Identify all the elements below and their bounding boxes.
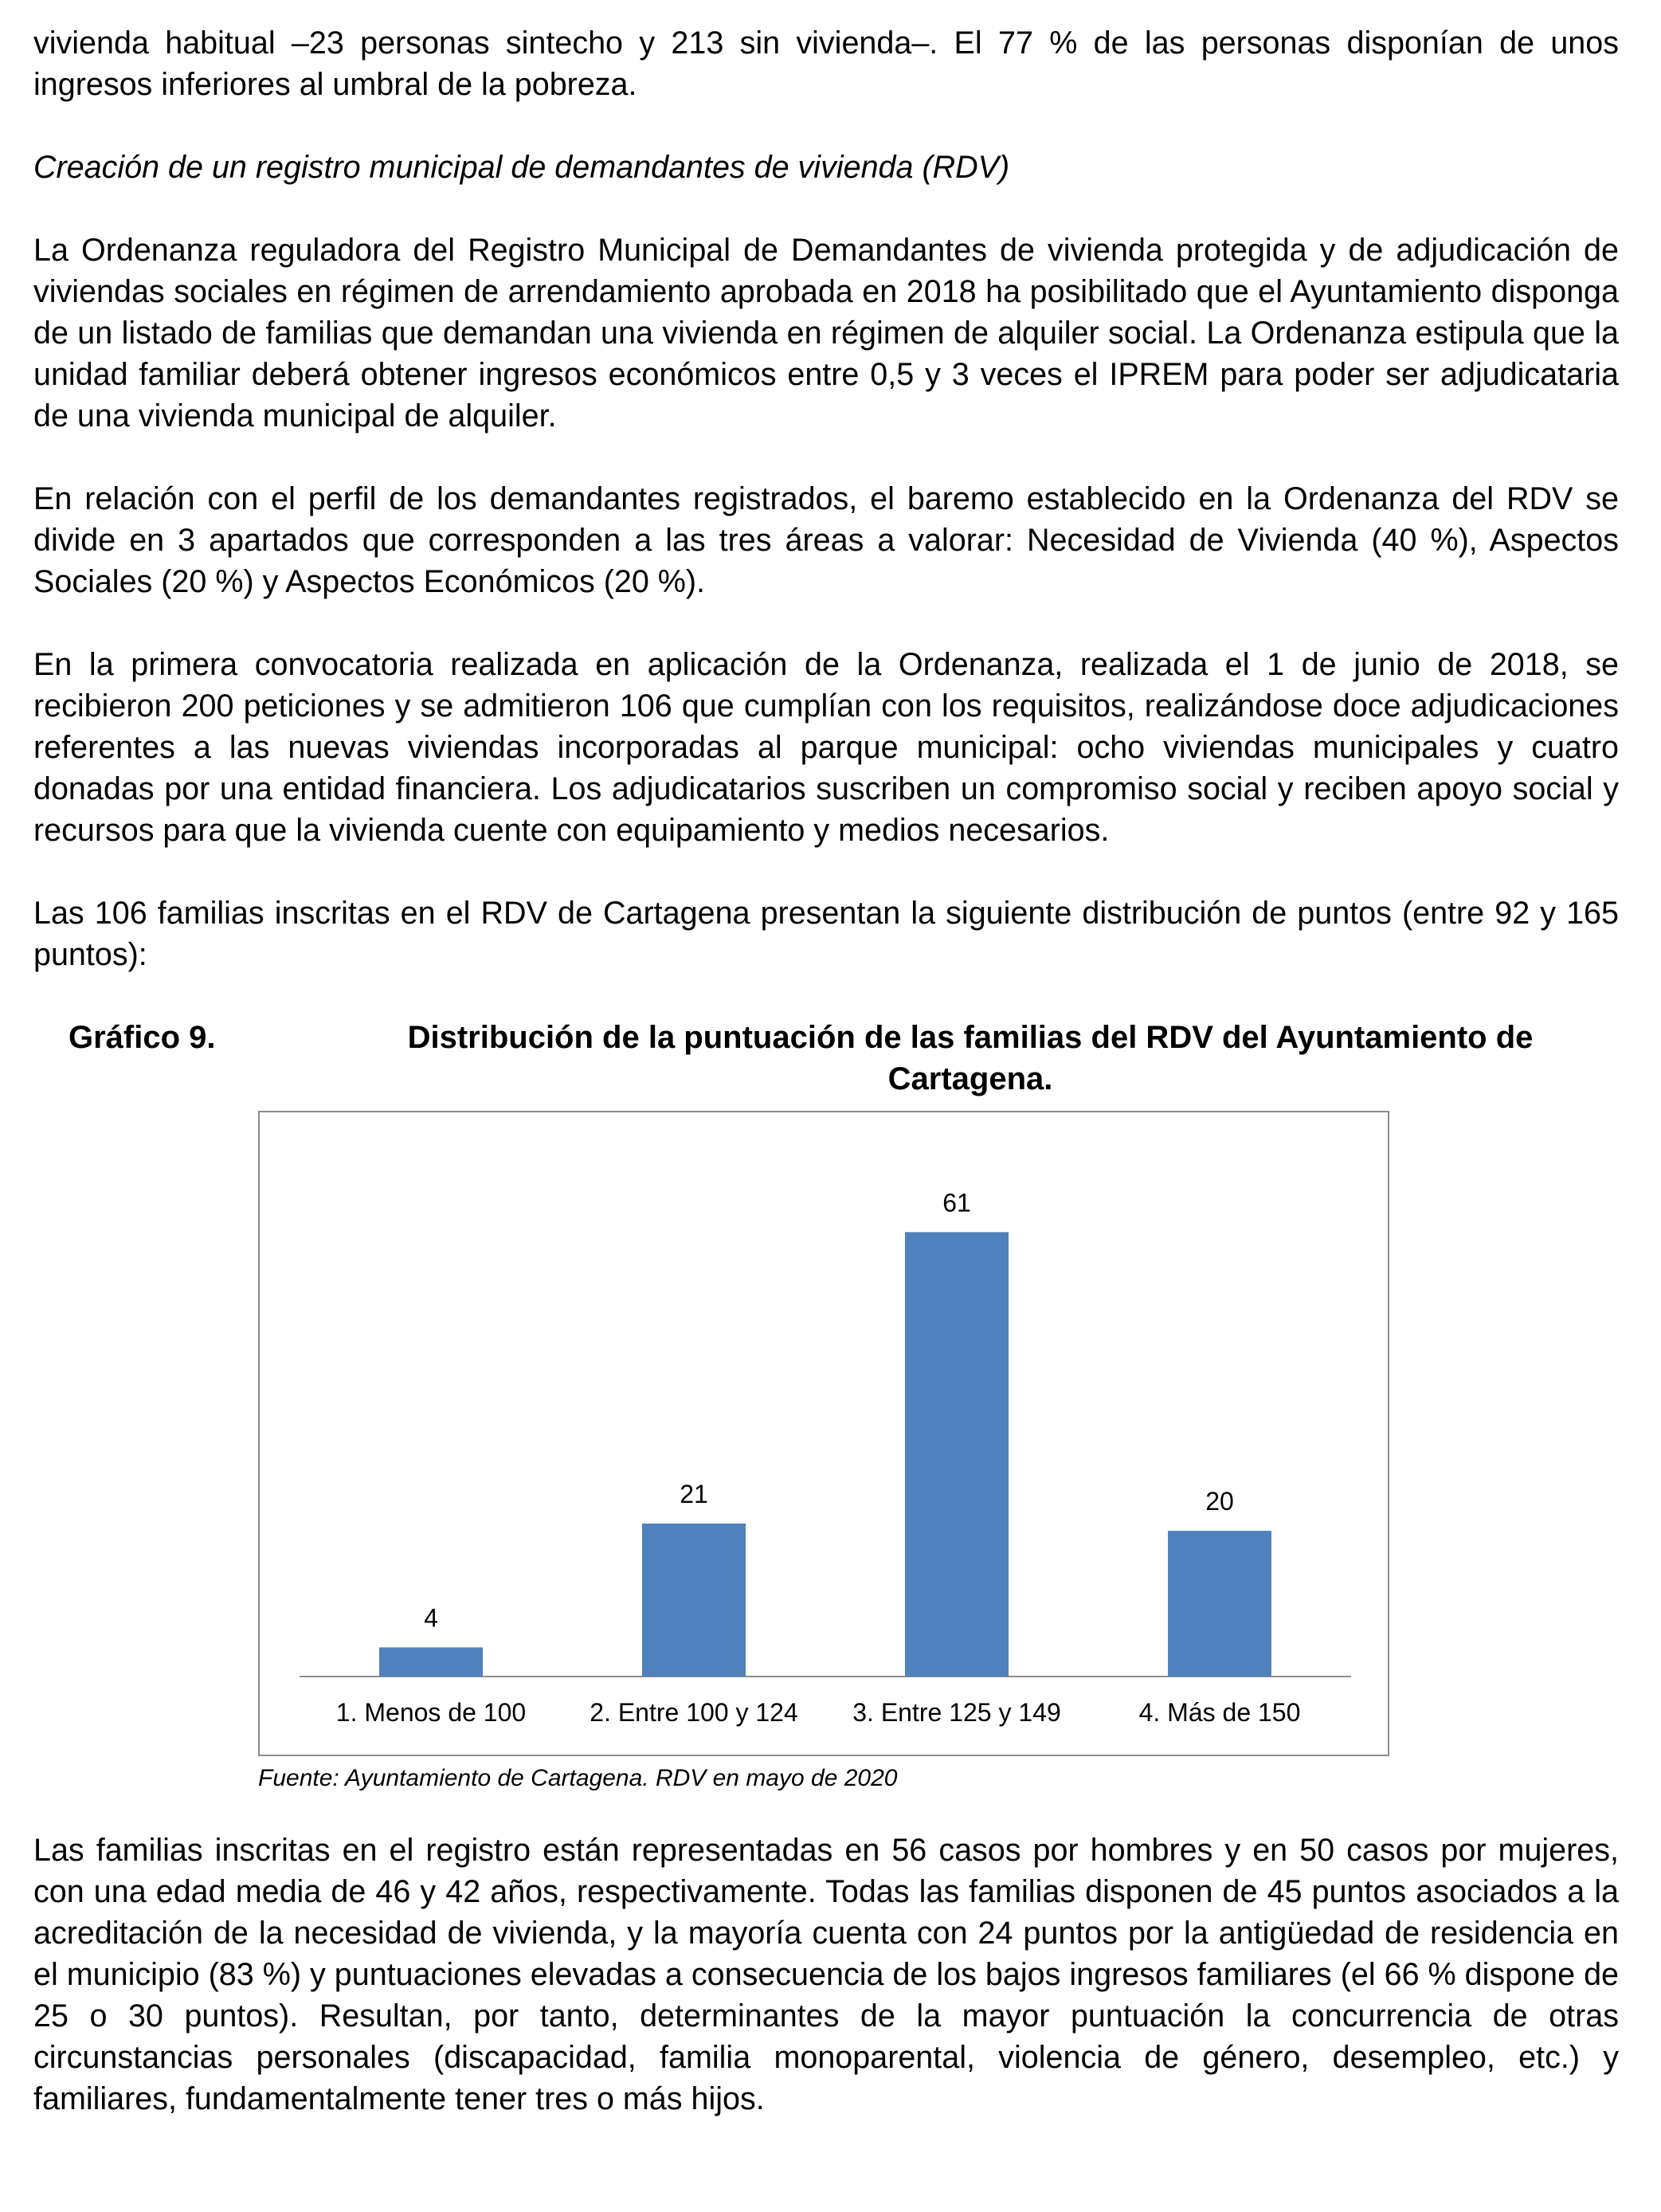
- paragraph-convocatoria: En la primera convocatoria realizada en aplicación de la Ordenanza, realizada el 1 de junio de 2018, se recibieron 200 peticiones y se admitieron 106 que cumplían con los requisitos, realizándose doce adjudicaciones referentes a las nuevas viviendas incorporadas al parque municipal: ocho viviendas municipales y cuatro donadas por una entidad financiera. Los adjudicatarios suscriben un compromiso social y reciben apoyo social y recursos para que la vivienda cuente con equipamiento y medios necesarios.: [33, 647, 1619, 848]
- document-page: [33, 22, 1619, 2120]
- data-label-1: 4: [424, 1603, 438, 1633]
- bar-2: [642, 1524, 746, 1677]
- x-tick-label-3: 3. Entre 125 y 149: [852, 1698, 1061, 1727]
- paragraph-perfil: En relación con el perfil de los demandantes registrados, el baremo establecido en la Ordenanza del RDV se divide en 3 apartados que corresponden a las tres áreas a valorar: Necesidad de Vivienda (40 %), Aspectos Sociales (20 %) y Aspectos Económicos (20 %).: [33, 481, 1619, 599]
- figure-source: Fuente: Ayuntamiento de Cartagena. RDV en mayo de 2020: [258, 1765, 898, 1791]
- data-label-2: 21: [680, 1480, 708, 1508]
- data-label-4: 20: [1205, 1487, 1234, 1516]
- bar-chart-svg: [258, 1111, 1389, 1756]
- paragraph-ordenanza: La Ordenanza reguladora del Registro Municipal de Demandantes de vivienda protegida y de adjudicación de viviendas sociales en régimen de arrendamiento aprobada en 2018 ha posibilitado que el Ayuntamiento disponga de un listado de familias que demandan una vivienda en régimen de alquiler social. La Ordenanza estipula que la unidad familiar deberá obtener ingresos económicos entre 0,5 y 3 veces el IPREM para poder ser adjudicataria de una vivienda municipal de alquiler.: [33, 233, 1619, 433]
- paragraph-distribucion: Las 106 familias inscritas en el RDV de Cartagena presentan la siguiente distribución de puntos (entre 92 y 165 puntos):: [33, 896, 1619, 972]
- bar-3: [905, 1232, 1009, 1677]
- x-tick-label-4: 4. Más de 150: [1138, 1698, 1301, 1727]
- x-tick-label-2: 2. Entre 100 y 124: [590, 1698, 798, 1727]
- figure-caption: [33, 1017, 1619, 1100]
- figure-title: Distribución de la puntuación de las familias del RDV del Ayuntamiento de Cartagena.: [407, 1020, 1534, 1096]
- paragraph-intro: vivienda habitual –23 personas sintecho y 213 sin vivienda–. El 77 % de las personas disponían de unos ingresos inferiores al umbral de la pobreza.: [33, 25, 1619, 102]
- bar-chart: [258, 1111, 1389, 1756]
- data-label-3: 61: [942, 1188, 971, 1218]
- x-tick-label-1: 1. Menos de 100: [335, 1698, 527, 1727]
- paragraph-familias: Las familias inscritas en el registro están representadas en 56 casos por hombres y en 50 casos por mujeres, con una edad media de 46 y 42 años, respectivamente. Todas las familias disponen de 45 puntos asociados a la acreditación de la necesidad de vivienda, y la mayoría cuenta con 24 puntos por la antigüedad de residencia en el municipio (83 %) y puntuaciones elevadas a consecuencia de los bajos ingresos familiares (el 66 % dispone de 25 o 30 puntos). Resultan, por tanto, determinantes de la mayor puntuación la concurrencia de otras circunstancias personales (discapacidad, familia monoparental, violencia de género, desempleo, etc.) y familiares, fundamentalmente tener tres o más hijos.: [33, 1833, 1619, 2116]
- figure-number: Gráfico 9.: [69, 1020, 216, 1055]
- bar-4: [1168, 1531, 1271, 1677]
- section-heading: Creación de un registro municipal de demandantes de vivienda (RDV): [33, 150, 1010, 185]
- bar-1: [379, 1647, 483, 1677]
